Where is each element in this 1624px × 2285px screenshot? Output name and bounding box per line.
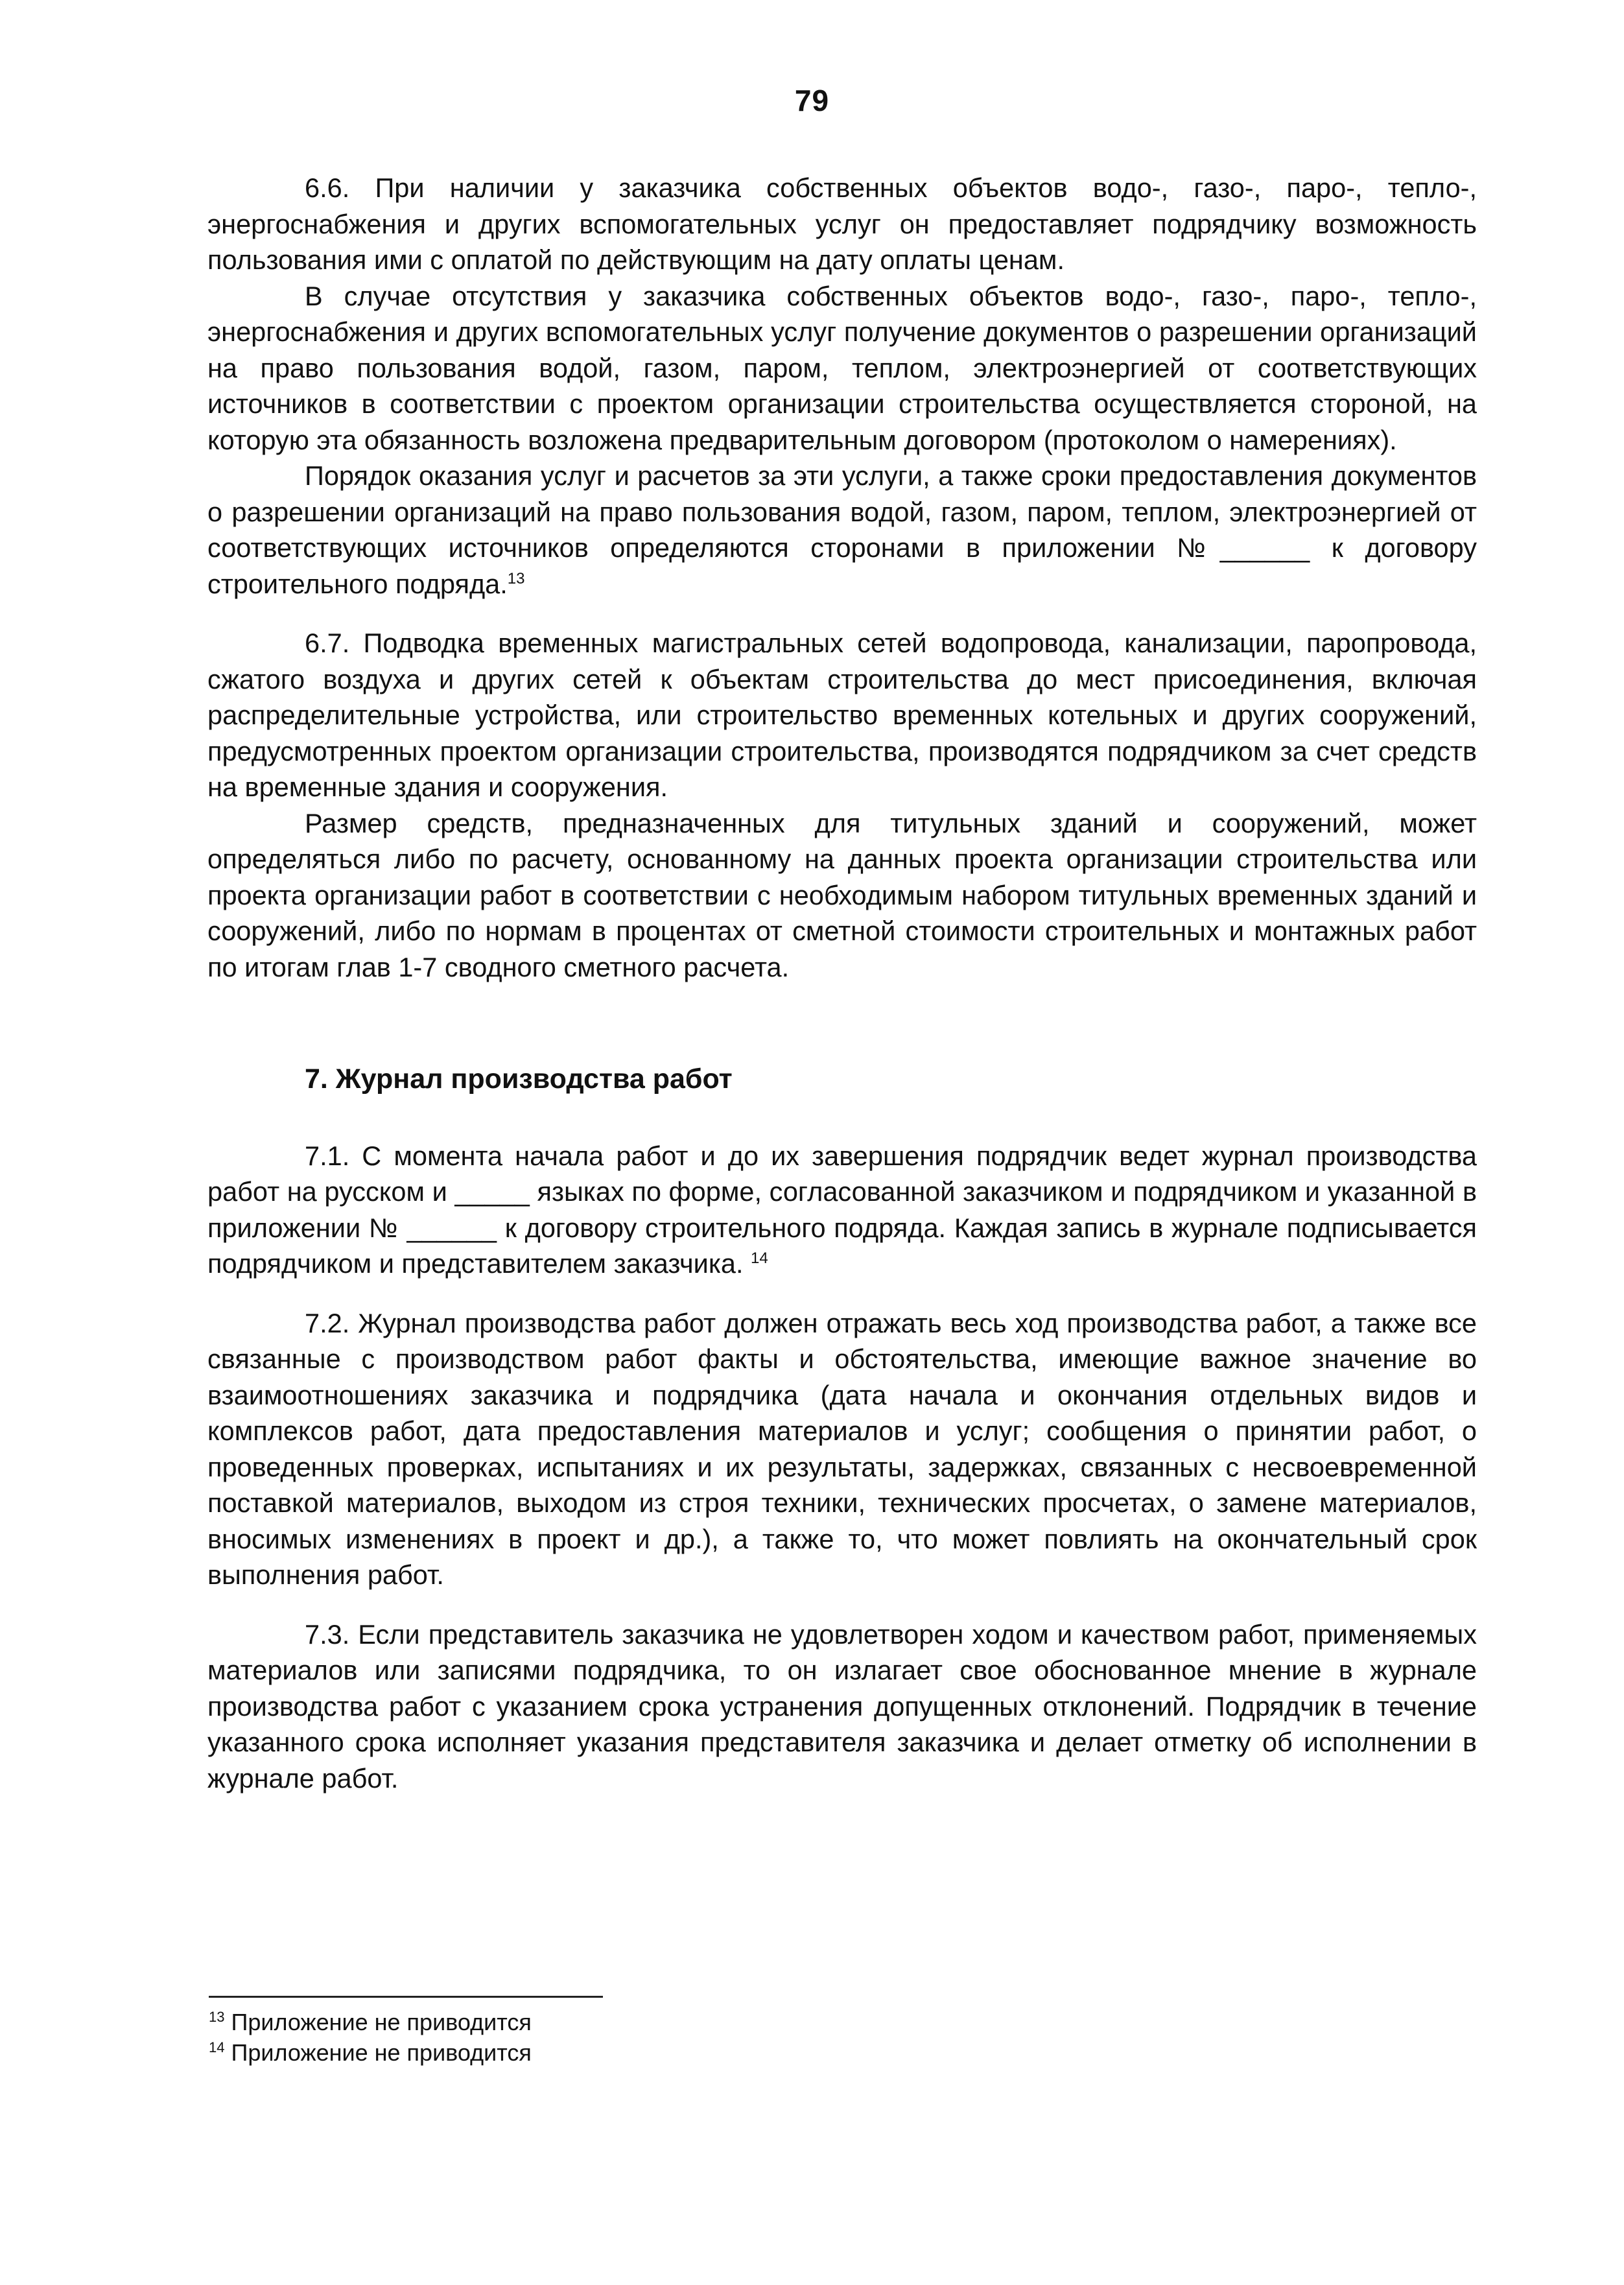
paragraph-6-6-absence: В случае отсутствия у заказчика собственных объектов водо-, газо-, паро-, тепло-, энергоснабжения и других вспомогательных услуг получение документов о разрешении организаций на право пользования водой, газом, паром, теплом, электроэнергией от соответствующих источников в соответствии с проектом организации строительства осуществляется стороной, на которую эта обязанность возложена предварительным договором (протоколом о намерениях). — [207, 280, 1477, 455]
paragraph-6-7-size: Размер средств, предназначенных для титульных зданий и сооружений, может определяться либо по расчету, основанному на данных проекта организации строительства или проекта организации работ в соответствии с необходимым набором титульных временных зданий и сооружений, либо по нормам в процентах от сметной стоимости строительных и монтажных работ по итогам глав 1-7 сводного сметного расчета. — [207, 807, 1477, 982]
paragraph-6-6: 6.6. При наличии у заказчика собственных объектов водо-, газо-, паро-, тепло-, энергоснабжения и других вспомогательных услуг он предоставляет подрядчику возможность пользования ими с оплатой по действующим на дату оплаты ценам. — [207, 172, 1477, 275]
document-body — [207, 170, 1477, 1796]
paragraph-7-1 — [207, 1138, 1477, 1282]
paragraph-7-2: 7.2. Журнал производства работ должен отражать весь ход производства работ, а также все связанные с производством работ факты и обстоятельства, имеющие важное значение во взаимоотношениях заказчика и подрядчика (дата начала и окончания отдельных видов и комплексов работ, дата предоставления материалов и услуг; сообщения о принятии работ, о проведенных проверках, испытаниях и их результаты, задержках, связанных с несвоевременной поставкой материалов, выходом из строя техники, технических просчетах, о замене материалов, вносимых изменениях в проект и др.), а также то, что может повлиять на окончательный срок выполнения работ. — [207, 1307, 1477, 1590]
paragraph-6-7: 6.7. Подводка временных магистральных сетей водопровода, канализации, паропровода, сжатого воздуха и других сетей к объектам строительства до мест присоединения, включая распределительные устройства, или строительство временных котельных и других сооружений, предусмотренных проектом организации строительства, производятся подрядчиком за счет средств на временные здания и сооружения. — [207, 628, 1477, 802]
footnote-14 — [209, 2037, 532, 2068]
footnote-13 — [209, 2007, 532, 2037]
footnote-number: 13 — [209, 2009, 225, 2025]
section-title-7: 7. Журнал производства работ — [305, 1063, 733, 1095]
footnote-divider — [209, 1996, 603, 1998]
footnote-ref-13: 13 — [507, 569, 525, 587]
footnote-ref-14: 14 — [751, 1249, 768, 1268]
paragraph-7-1-text: 7.1. С момента начала работ и до их завершения подрядчик ведет журнал производства работ на русском и _____ языках по форме, согласованной заказчиком и подрядчиком и указанной в приложении № ______ к договору строительного подряда. Каждая запись в журнале подписывается подрядчиком и представителем заказчика. — [207, 1140, 1477, 1279]
page-number: 79 — [794, 84, 830, 117]
footnote-number: 14 — [209, 2039, 225, 2055]
paragraph-6-6-procedure-text: Порядок оказания услуг и расчетов за эти услуги, а также сроки предоставления документов о разрешении организаций на право пользования водой, газом, паром, теплом, электроэнергией от соответствующих источников определяются сторонами в приложении №______ к договору строительного подряда. — [207, 460, 1477, 599]
footnote-text: Приложение не приводится — [231, 2009, 532, 2035]
paragraph-7-3: 7.3. Если представитель заказчика не удовлетворен ходом и качеством работ, применяемых материалов или записями подрядчика, то он излагает свое обоснованное мнение в журнале производства работ с указанием срока устранения допущенных отклонений. Подрядчик в течение указанного срока исполняет указания представителя заказчика и делает отметку об исполнении в журнале работ. — [207, 1618, 1477, 1794]
footnotes — [209, 2007, 532, 2068]
footnote-text: Приложение не приводится — [231, 2039, 532, 2066]
paragraph-6-6-procedure — [207, 458, 1477, 602]
